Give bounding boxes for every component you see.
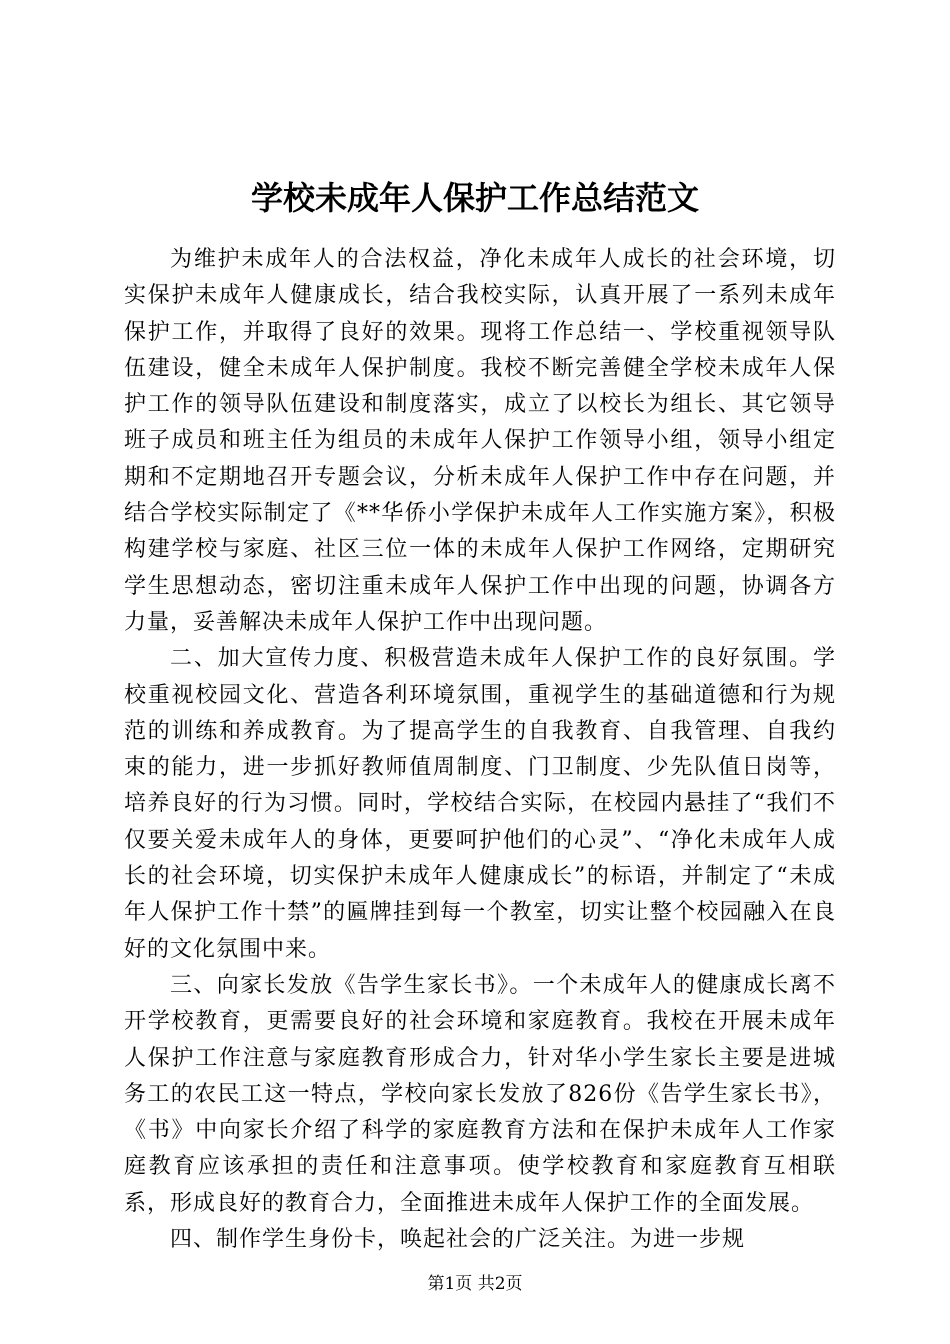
paragraph-3: 三、向家长发放《告学生家长书》。一个未成年人的健康成长离不开学校教育，更需要良好的社会环境和家庭教育。我校在开展未成年人保护工作注意与家庭教育形成合力，针对华小学生家长主要是进城务工的农民工这一特点，学校向家长发放了826份《告学生家长书》，《书》中向家长介绍了科学的家庭教育方法和在保护未成年人工作家庭教育应该承担的责任和注意事项。使学校教育和家庭教育互相联系，形成良好的教育合力，全面推进未成年人保护工作的全面发展。	[124, 972, 836, 1216]
paragraph-1: 为维护未成年人的合法权益，净化未成年人成长的社会环境，切实保护未成年人健康成长，结合我校实际，认真开展了一系列未成年保护工作，并取得了良好的效果。现将工作总结一、学校重视领导队伍建设，健全未成年人保护制度。我校不断完善健全学校未成年人保护工作的领导队伍建设和制度落实，成立了以校长为组长、其它领导班子成员和班主任为组员的未成年人保护工作领导小组，领导小组定期和不定期地召开专题会议，分析未成年人保护工作中存在问题，并结合学校实际制定了《**华侨小学保护未成年人工作实施方案》，积极构建学校与家庭、社区三位一体的未成年人保护工作网络，定期研究学生思想动态，密切注重未成年人保护工作中出现的问题，协调各方力量，妥善解决未成年人保护工作中出现问题。	[124, 247, 836, 635]
page-footer: 第1页 共2页	[427, 1274, 523, 1294]
paragraph-2: 二、加大宣传力度、积极营造未成年人保护工作的良好氛围。学校重视校园文化、营造各利环境氛围，重视学生的基础道德和行为规范的训练和养成教育。为了提高学生的自我教育、自我管理、自我约束的能力，进一步抓好教师值周制度、门卫制度、少先队值日岗等，培养良好的行为习惯。同时，学校结合实际，在校园内悬挂了“我们不仅要关爱未成年人的身体，更要呵护他们的心灵”、“净化未成年人成长的社会环境，切实保护未成年人健康成长”的标语，并制定了“未成年人保护工作十禁”的匾牌挂到每一个教室，切实让整个校园融入在良好的文化氛围中来。	[124, 646, 836, 962]
document-body	[124, 242, 836, 1258]
document-title: 学校未成年人保护工作总结范文	[250, 179, 699, 217]
paragraph-4: 四、制作学生身份卡，唤起社会的广泛关注。为进一步规	[170, 1227, 746, 1253]
